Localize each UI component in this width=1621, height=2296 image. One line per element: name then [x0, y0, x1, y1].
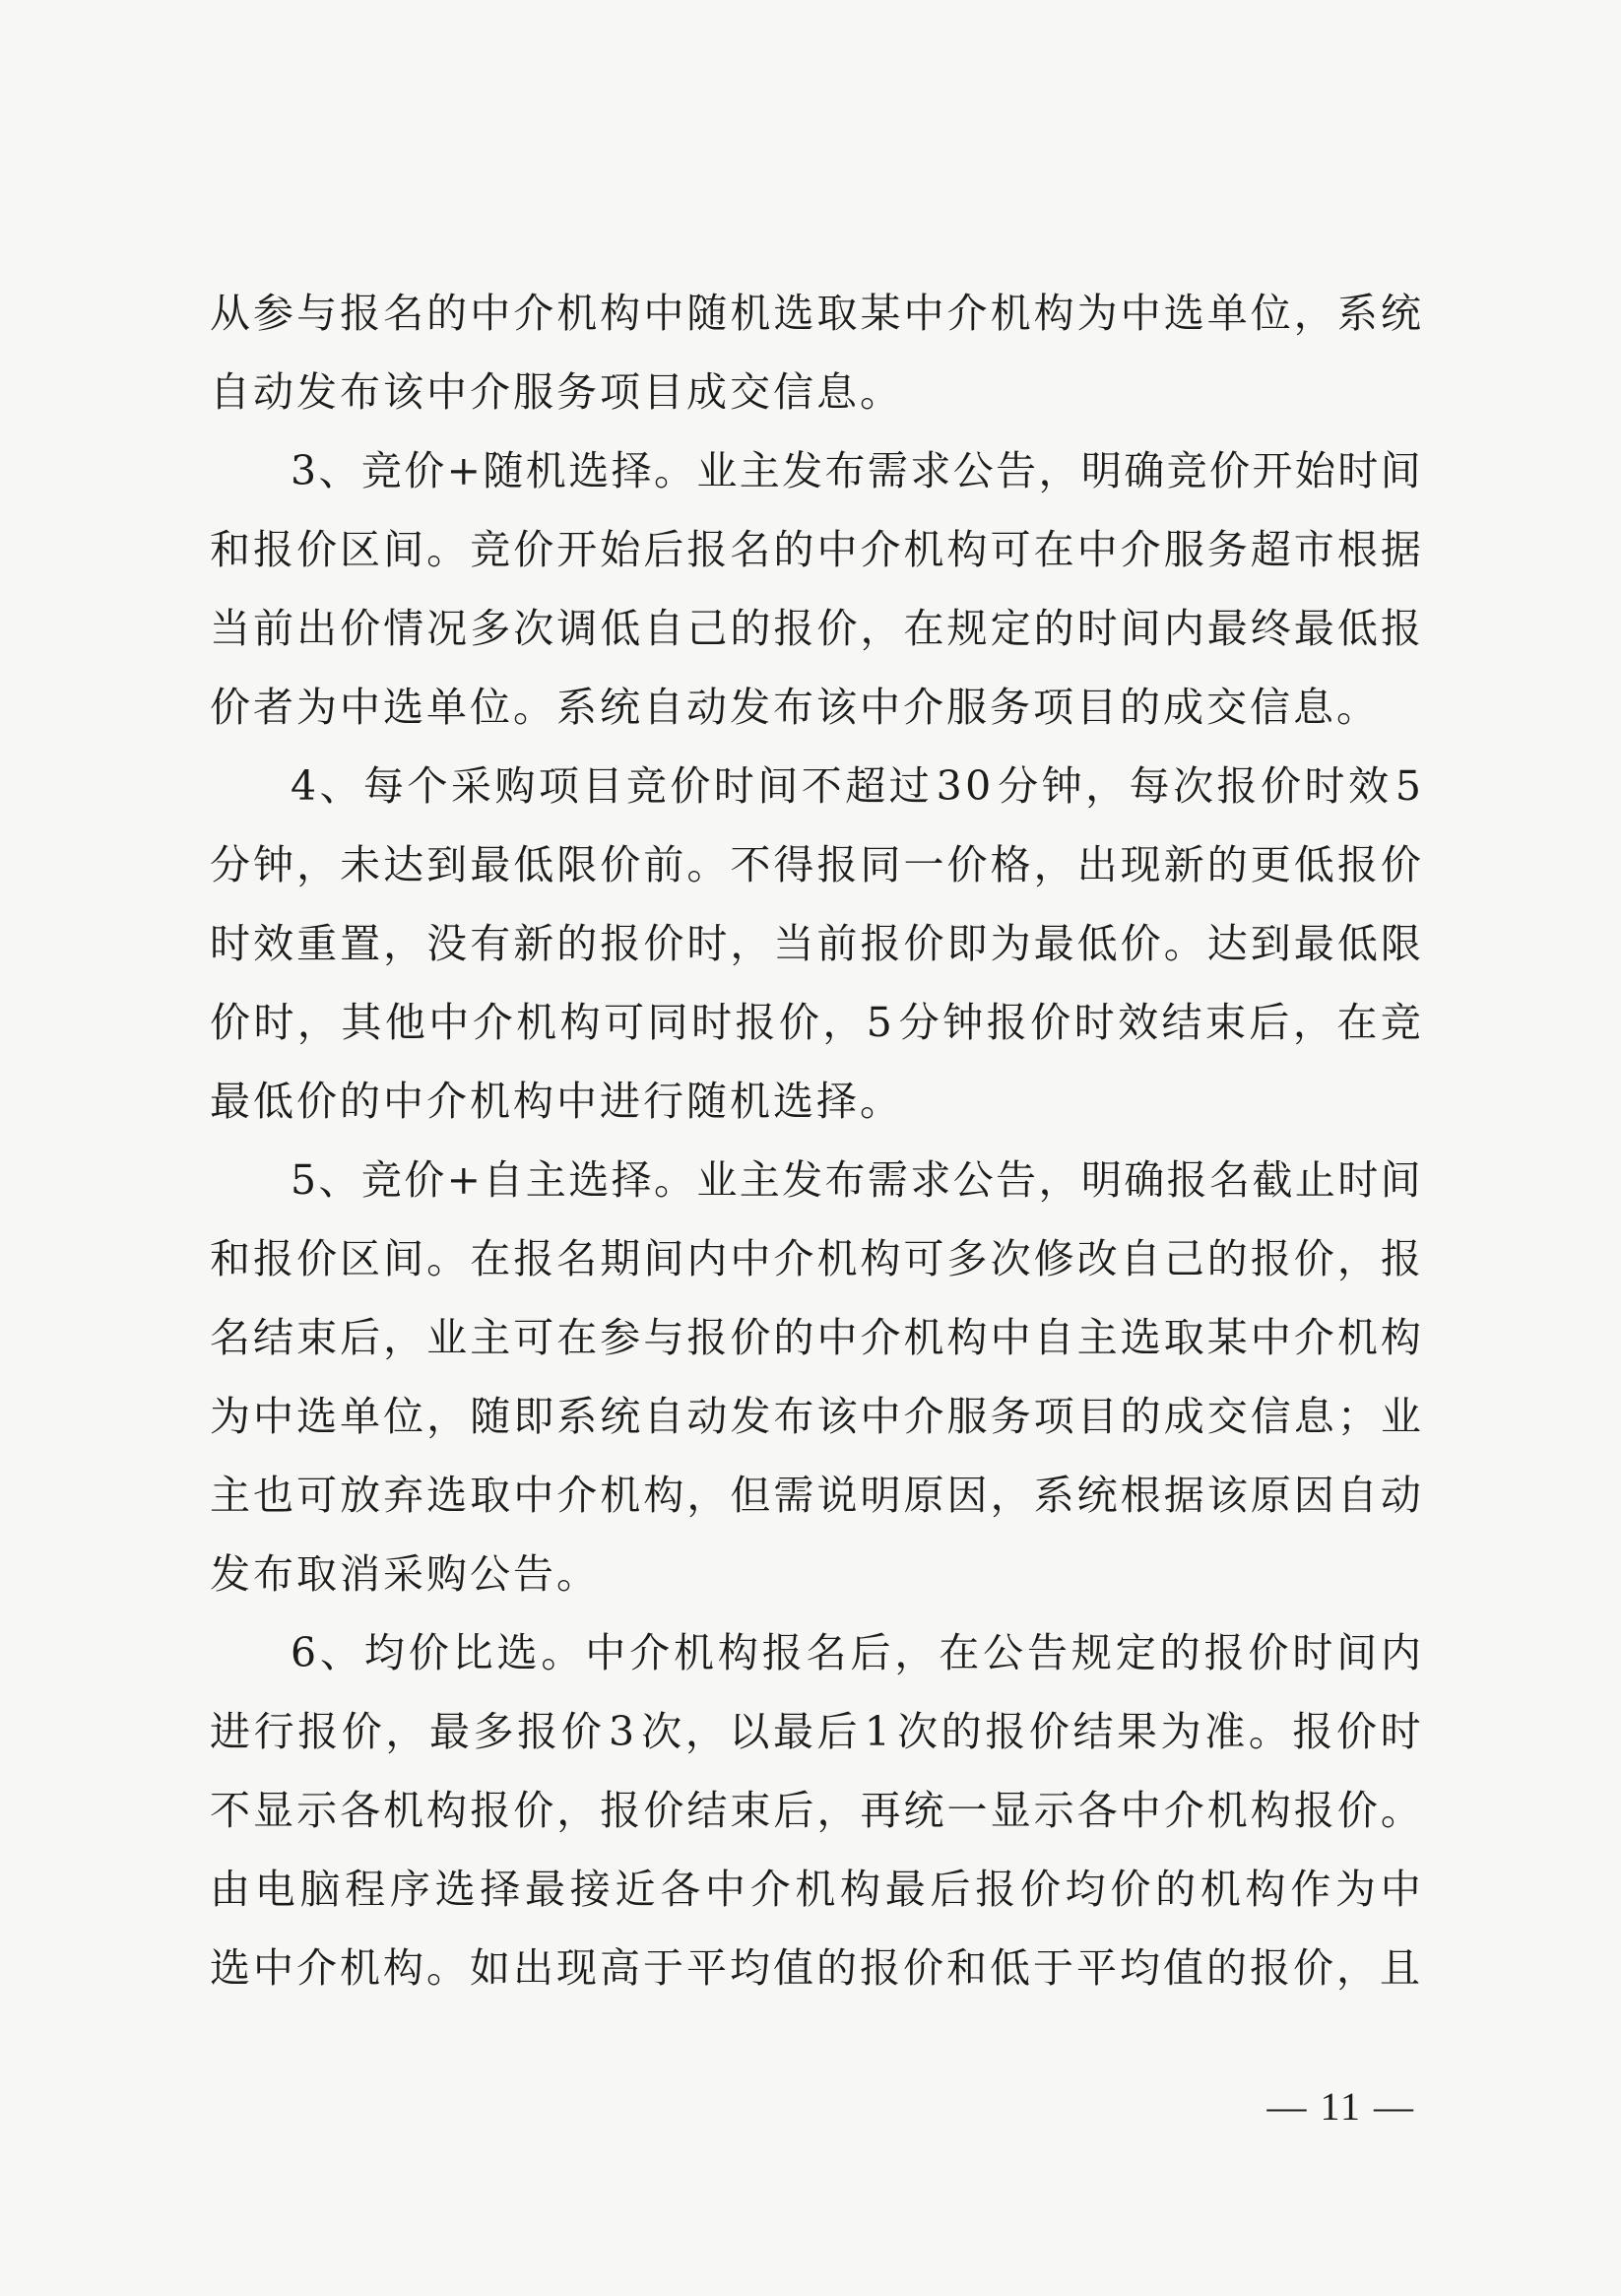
text-line: 价 时 ， 其 他 中 介 机 构 可 同 时 报 价 ， 5 分 钟 报 价 时 效 结 束 后 ， 在 竞 [210, 999, 1421, 1046]
text-line: 时 效 重 置 ， 没 有 新 的 报 价 时 ， 当 前 报 价 即 为 最 低 价 。 达 到 最 低 限 [210, 920, 1421, 967]
text-line: 5 、 竞 价 + 自 主 选 择 。 业 主 发 布 需 求 公 告 ， 明 确 报 名 截 止 时 间 [291, 1156, 1421, 1204]
text-line: 不 显 示 各 机 构 报 价 ， 报 价 结 束 后 ， 再 统 一 显 示 各 中 介 机 构 报 价 。 [210, 1787, 1421, 1834]
text-line: 价者为中选单位。系统自动发布该中介服务项目的成交信息。 [210, 684, 1380, 731]
document-body [210, 274, 1421, 2007]
text-line: 最低价的中介机构中进行随机选择。 [210, 1078, 903, 1125]
text-line: 主 也 可 放 弃 选 取 中 介 机 构 ， 但 需 说 明 原 因 ， 系 统 根 据 该 原 因 自 动 [210, 1472, 1421, 1519]
paragraph [210, 1613, 1421, 2007]
text-line: 发布取消采购公告。 [210, 1550, 600, 1598]
text-line: 分 钟 ， 未 达 到 最 低 限 价 前 。 不 得 报 同 一 价 格 ， 出 现 新 的 更 低 报 价 [210, 841, 1421, 888]
paragraph [210, 1141, 1421, 1613]
page-number: — 11 — [1266, 2084, 1415, 2129]
text-line: 3 、 竞 价 + 随 机 选 择 。 业 主 发 布 需 求 公 告 ， 明 确 竞 价 开 始 时 间 [291, 447, 1421, 494]
text-line: 名 结 束 后 ， 业 主 可 在 参 与 报 价 的 中 介 机 构 中 自 主 选 取 某 中 介 机 构 [210, 1314, 1421, 1361]
text-line: 自动发布该中介服务项目成交信息。 [210, 368, 903, 416]
text-line: 选中介机构。如出现高于平均值的报价和低于平均值的报价，且 [210, 1944, 1423, 1992]
text-line: 和 报 价 区 间 。 在 报 名 期 间 内 中 介 机 构 可 多 次 修 改 自 己 的 报 价 ， 报 [210, 1235, 1421, 1282]
text-line: 和 报 价 区 间 。 竞 价 开 始 后 报 名 的 中 介 机 构 可 在 中 介 服 务 超 市 根 据 [210, 526, 1421, 573]
text-line: 进 行 报 价 ， 最 多 报 价 3 次 ， 以 最 后 1 次 的 报 价 结 果 为 准 。 报 价 时 [210, 1708, 1421, 1755]
text-line: 由 电 脑 程 序 选 择 最 接 近 各 中 介 机 构 最 后 报 价 均 价 的 机 构 作 为 中 [210, 1866, 1421, 1913]
text-line: 从 参 与 报 名 的 中 介 机 构 中 随 机 选 取 某 中 介 机 构 为 中 选 单 位 ， 系 统 [210, 290, 1421, 337]
text-line: 当 前 出 价 情 况 多 次 调 低 自 己 的 报 价 ， 在 规 定 的 时 间 内 最 终 最 低 报 [210, 605, 1421, 652]
paragraph [210, 431, 1421, 747]
text-line: 为 中 选 单 位 ， 随 即 系 统 自 动 发 布 该 中 介 服 务 项 目 的 成 交 信 息 ； 业 [210, 1393, 1421, 1440]
paragraph [210, 274, 1421, 431]
text-line: 6 、 均 价 比 选 。 中 介 机 构 报 名 后 ， 在 公 告 规 定 的 报 价 时 间 内 [291, 1629, 1421, 1676]
paragraph [210, 747, 1421, 1141]
text-line: 4 、 每 个 采 购 项 目 竞 价 时 间 不 超 过 3 0 分 钟 ， 每 次 报 价 时 效 5 [291, 762, 1421, 810]
